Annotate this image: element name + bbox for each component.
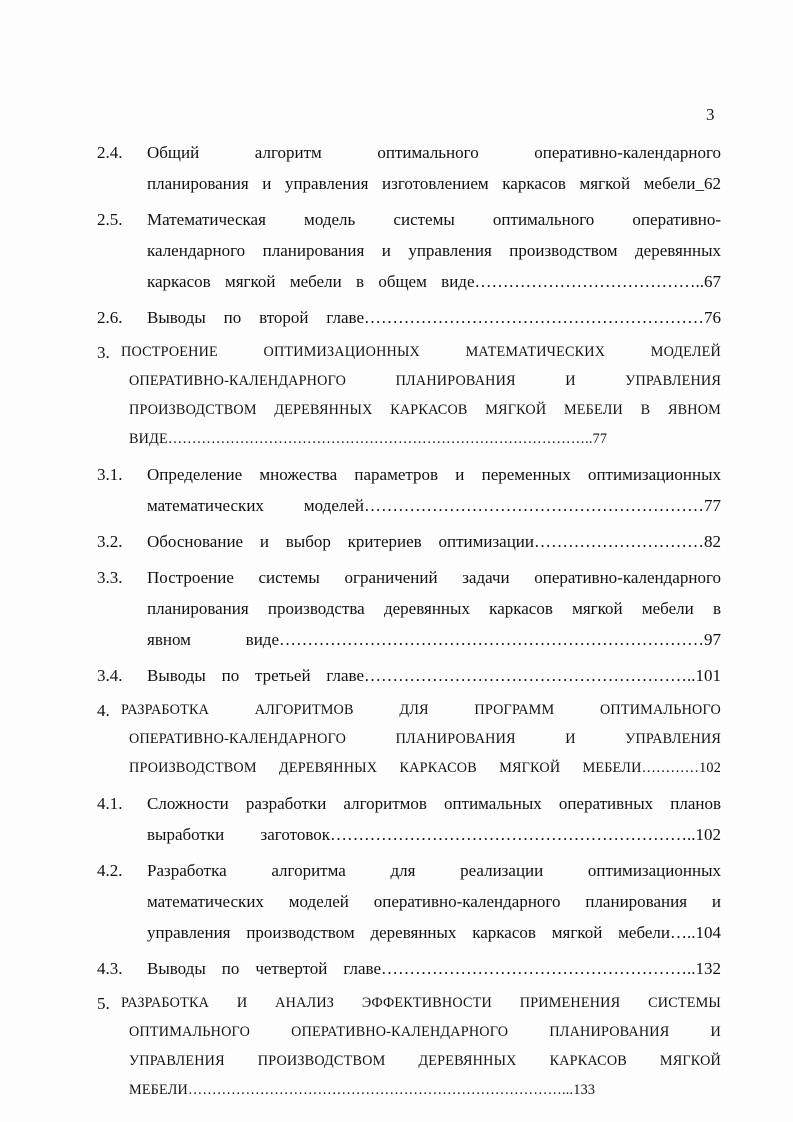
toc-line: Математическая модель системы оптимального оперативно- <box>147 210 721 229</box>
toc-line: Определение множества параметров и переменных оптимизационных <box>147 465 721 484</box>
toc-entry-title <box>147 459 721 521</box>
toc-line: ПРОИЗВОДСТВОМ ДЕРЕВЯННЫХ КАРКАСОВ МЯГКОЙ МЕБЕЛИ…………102 <box>129 760 721 776</box>
toc-entry-number: 3. <box>97 343 110 362</box>
toc-line: выработки заготовок………………………………………………………..102 <box>147 825 721 844</box>
toc-entry <box>97 788 721 850</box>
toc-entry-title <box>147 660 721 691</box>
toc-entry <box>97 562 721 655</box>
toc-line: ПРОИЗВОДСТВОМ ДЕРЕВЯННЫХ КАРКАСОВ МЯГКОЙ МЕБЕЛИ В ЯВНОМ <box>129 402 721 418</box>
toc-entry-number: 5. <box>97 994 110 1013</box>
toc-entry-title <box>121 696 721 783</box>
toc-entry <box>97 204 721 297</box>
toc-entry-number: 3.4. <box>97 666 123 685</box>
toc-line: Обоснование и выбор критериев оптимизации…………………………82 <box>147 532 721 551</box>
toc-entry <box>97 302 721 333</box>
toc-entry-title <box>147 953 721 984</box>
toc-line: математических моделей оперативно-календарного планирования и <box>147 892 721 911</box>
toc-entry-number: 3.3. <box>97 568 123 587</box>
toc-entry <box>97 338 721 454</box>
toc-entry <box>97 459 721 521</box>
toc-line: УПРАВЛЕНИЯ ПРОИЗВОДСТВОМ ДЕРЕВЯННЫХ КАРКАСОВ МЯГКОЙ <box>129 1053 721 1069</box>
toc-entry <box>97 696 721 783</box>
toc-entry-number: 2.5. <box>97 210 123 229</box>
toc-line: ПОСТРОЕНИЕ ОПТИМИЗАЦИОННЫХ МАТЕМАТИЧЕСКИХ МОДЕЛЕЙ <box>121 344 721 360</box>
toc-line: Общий алгоритм оптимального оперативно-календарного <box>147 143 721 162</box>
toc-entry-title <box>121 338 721 454</box>
toc-entry-title <box>147 562 721 655</box>
toc-entry-title <box>147 204 721 297</box>
page-number: 3 <box>706 105 715 124</box>
toc-entry <box>97 137 721 199</box>
toc-line: Выводы по четвертой главе………………………………………………..132 <box>147 959 721 978</box>
toc-line: Разработка алгоритма для реализации оптимизационных <box>147 861 721 880</box>
toc-entry-title <box>121 989 721 1105</box>
toc-entry-number: 3.2. <box>97 532 123 551</box>
toc-line: математических моделей……………………………………………………77 <box>147 496 721 515</box>
toc-entry-title <box>147 302 721 333</box>
toc-entry-title <box>147 526 721 557</box>
toc-entry-number: 4.3. <box>97 959 123 978</box>
toc-line: Построение системы ограничений задачи оперативно-календарного <box>147 568 721 587</box>
toc-entry-number: 4.2. <box>97 861 123 880</box>
toc-entry-number: 3.1. <box>97 465 123 484</box>
toc-entry <box>97 855 721 948</box>
toc-line: ОПЕРАТИВНО-КАЛЕНДАРНОГО ПЛАНИРОВАНИЯ И УПРАВЛЕНИЯ <box>129 373 721 389</box>
toc-entry-title <box>147 137 721 199</box>
toc-entry <box>97 526 721 557</box>
toc-line: ВИДЕ……………………………………………………………………………..77 <box>129 431 608 447</box>
table-of-contents <box>0 137 793 1110</box>
toc-line: МЕБЕЛИ……………………………………………………………………...133 <box>129 1082 596 1098</box>
toc-entry-title <box>147 788 721 850</box>
toc-line: РАЗРАБОТКА И АНАЛИЗ ЭФФЕКТИВНОСТИ ПРИМЕНЕНИЯ СИСТЕМЫ <box>121 995 721 1011</box>
toc-entry-number: 4.1. <box>97 794 123 813</box>
toc-entry <box>97 660 721 691</box>
toc-entry-number: 2.6. <box>97 308 123 327</box>
toc-entry <box>97 953 721 984</box>
toc-line: управления производством деревянных каркасов мягкой мебели…..104 <box>147 923 721 942</box>
toc-line: каркасов мягкой мебели в общем виде…………………………………..67 <box>147 272 721 291</box>
toc-entry-title <box>147 855 721 948</box>
toc-entry <box>97 989 721 1105</box>
toc-line: ОПЕРАТИВНО-КАЛЕНДАРНОГО ПЛАНИРОВАНИЯ И УПРАВЛЕНИЯ <box>129 731 721 747</box>
toc-line: Выводы по второй главе……………………………………………………76 <box>147 308 721 327</box>
toc-entry-number: 2.4. <box>97 143 123 162</box>
toc-line: планирования и управления изготовлением каркасов мягкой мебели_62 <box>147 174 721 193</box>
toc-line: ОПТИМАЛЬНОГО ОПЕРАТИВНО-КАЛЕНДАРНОГО ПЛАНИРОВАНИЯ И <box>129 1024 721 1040</box>
toc-line: РАЗРАБОТКА АЛГОРИТМОВ ДЛЯ ПРОГРАММ ОПТИМАЛЬНОГО <box>121 702 721 718</box>
toc-line: календарного планирования и управления производством деревянных <box>147 241 721 260</box>
toc-line: планирования производства деревянных каркасов мягкой мебели в <box>147 599 721 618</box>
toc-line: явном виде…………………………………………………………………97 <box>147 630 721 649</box>
toc-entry-number: 4. <box>97 701 110 720</box>
toc-line: Выводы по третьей главе…………………………………………………..101 <box>147 666 721 685</box>
toc-line: Сложности разработки алгоритмов оптимальных оперативных планов <box>147 794 721 813</box>
